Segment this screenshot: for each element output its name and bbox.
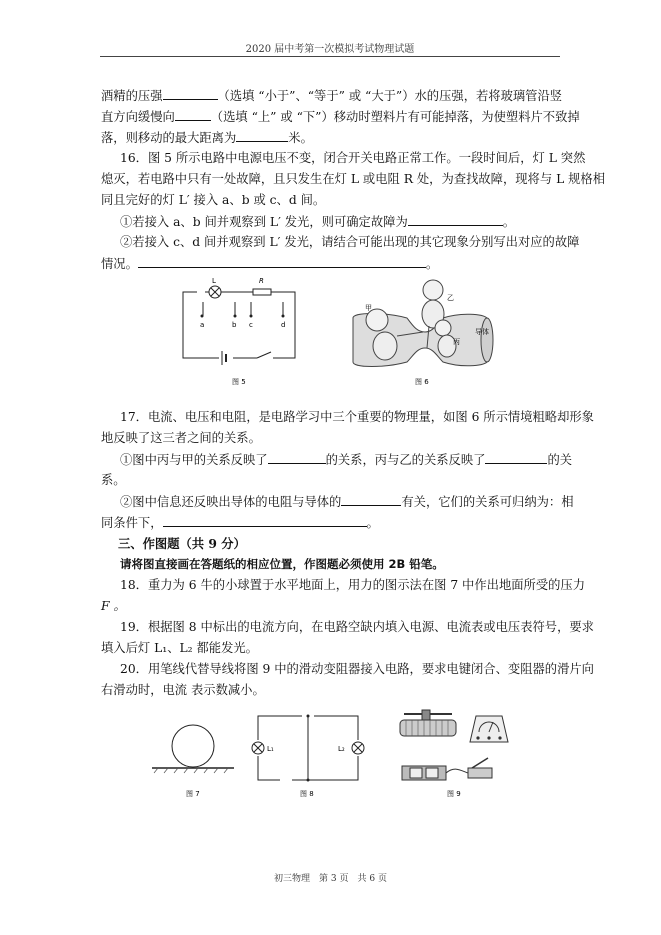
q18-line-1: 18．重力为 6 牛的小球置于水平地面上，用力的图示法在图 7 中作出地面所受的压力 [120, 578, 586, 592]
answer-blank[interactable] [175, 108, 211, 121]
section-3-title: 三、作图题（共 9 分） [118, 536, 246, 551]
fig7-caption: 图 7 [186, 790, 200, 798]
q17-sub-2 [120, 493, 574, 511]
q17-text: 同条件下， [101, 516, 163, 530]
q15-text: 直方向缓慢向 [101, 110, 175, 124]
section-3-note: 请将图直接画在答题纸的相应位置，作图题必须使用 2B 铅笔。 [120, 557, 444, 571]
fig9-caption: 图 9 [447, 790, 461, 798]
figure-5-circuit [175, 274, 305, 389]
answer-blank[interactable] [268, 451, 326, 464]
q17-text: 。 [366, 516, 379, 530]
q17-text: 的关 [547, 453, 573, 467]
q17-text: 有关，它们的关系可归纳为：相 [401, 495, 574, 509]
q16-line-2: 熄灭，若电路中只有一处故障，且只发生在灯 L 或电阻 R 处，为查找故障，现将与 L 规格相 [101, 172, 606, 186]
fig6-caption: 图 6 [415, 378, 429, 386]
q19-line-2: 填入后灯 L₁、L₂ 都能发光。 [101, 641, 258, 655]
q16-text: 情况。 [101, 257, 138, 271]
q16-line-1: 16．图 5 所示电路中电源电压不变，闭合开关电路正常工作。一段时间后，灯 L 突然 [120, 151, 586, 165]
fig6-label-bing: 丙 [453, 338, 460, 346]
answer-blank[interactable] [163, 514, 367, 527]
q15-line-1 [101, 87, 562, 105]
ball-icon [172, 725, 214, 767]
q16-sub-2: ②若接入 c、d 间并观察到 L′ 发光，请结合可能出现的其它现象分别写出对应的故障 [120, 235, 580, 249]
q20-line-1: 20．用笔线代替导线将图 9 中的滑动变阻器接入电路，要求电键闭合、变阻器的滑片向 [120, 662, 594, 676]
q16-line-3: 同且完好的灯 L′ 接入 a、b 或 c、d 间。 [101, 193, 326, 207]
fig8-label-L2: L₂ [338, 745, 345, 753]
q20-line-2: 右滑动时，电流 表示数减小。 [101, 683, 265, 697]
answer-blank[interactable] [408, 213, 503, 226]
q15-text: 落，则移动的最大距离为 [101, 131, 237, 145]
figure-jia-icon [366, 309, 388, 331]
answer-blank[interactable] [341, 493, 401, 506]
switch-icon [468, 768, 492, 778]
fig8-caption: 图 8 [300, 790, 314, 798]
fig5-caption: 图 5 [232, 378, 246, 386]
answer-blank[interactable] [236, 129, 288, 142]
rheostat-slider-icon [422, 710, 430, 720]
answer-blank[interactable] [138, 255, 426, 268]
figure-8-circuit [250, 712, 365, 802]
q16-text: 。 [425, 257, 439, 271]
q15-line-2 [101, 108, 580, 126]
q17-text: 的关系，丙与乙的关系反映了 [325, 453, 486, 467]
fig5-label-L: L [212, 277, 216, 285]
q18-line-2: F 。 [101, 599, 126, 613]
q15-text: 米。 [288, 131, 313, 145]
q15-text: （选填 “上” 或 “下”）移动时塑料片有可能掉落，为使塑料片不致掉 [210, 110, 580, 124]
figure-6-illustration [345, 274, 495, 389]
q19-line-1: 19．根据图 8 中标出的电流方向，在电路空缺内填入电源、电流表或电压表符号，要求 [120, 620, 594, 634]
q17-text: ①图中丙与甲的关系反映了 [120, 453, 268, 467]
q17-sub-1 [120, 451, 572, 469]
fig5-label-a: a [200, 321, 205, 329]
fig6-label-jia: 甲 [365, 304, 372, 312]
q17-sub-2-line-2 [101, 514, 379, 532]
fig5-label-R: R [259, 277, 264, 285]
q15-line-3 [101, 129, 313, 147]
fig5-label-b: b [232, 321, 237, 329]
page-footer: 初三物理 第 3 页 共 6 页 [274, 874, 387, 884]
fig5-label-d: d [281, 321, 286, 329]
figure-yi-icon [423, 280, 443, 300]
q16-sub-1 [120, 213, 515, 231]
q15-text: （选填 “小于”、“等于” 或 “大于”）水的压强，若将玻璃管沿竖 [217, 89, 563, 103]
q16-text: 。 [502, 215, 516, 229]
q16-text: ①若接入 a、b 间并观察到 L′ 发光，则可确定故障为 [120, 215, 408, 229]
figure-bing-icon [435, 320, 451, 336]
q17-text: ②图中信息还反映出导体的电阻与导体的 [120, 495, 342, 509]
q15-text: 酒精的压强 [101, 89, 163, 103]
fig5-label-c: c [249, 321, 253, 329]
figure-9-apparatus [392, 706, 517, 802]
fig6-label-yi: 乙 [447, 294, 454, 302]
q17-sub-1-line-2: 系。 [101, 473, 126, 487]
q17-line-1: 17．电流、电压和电阻，是电路学习中三个重要的物理量，如图 6 所示情境粗略却形象 [120, 410, 594, 424]
page-header: 2020 届中考第一次模拟考试物理试题 [100, 40, 560, 57]
answer-blank[interactable] [485, 451, 547, 464]
fig8-label-L1: L₁ [267, 745, 274, 753]
q16-sub-2-line-2 [101, 255, 438, 273]
resistor-R-icon [253, 289, 271, 295]
battery-box-icon [402, 766, 446, 780]
answer-blank[interactable] [163, 87, 218, 100]
fig6-label-conductor: 导体 [475, 328, 489, 336]
figure-7-ball [148, 716, 238, 802]
q17-line-2: 地反映了这三者之间的关系。 [101, 431, 261, 445]
rheostat-icon [400, 720, 456, 736]
